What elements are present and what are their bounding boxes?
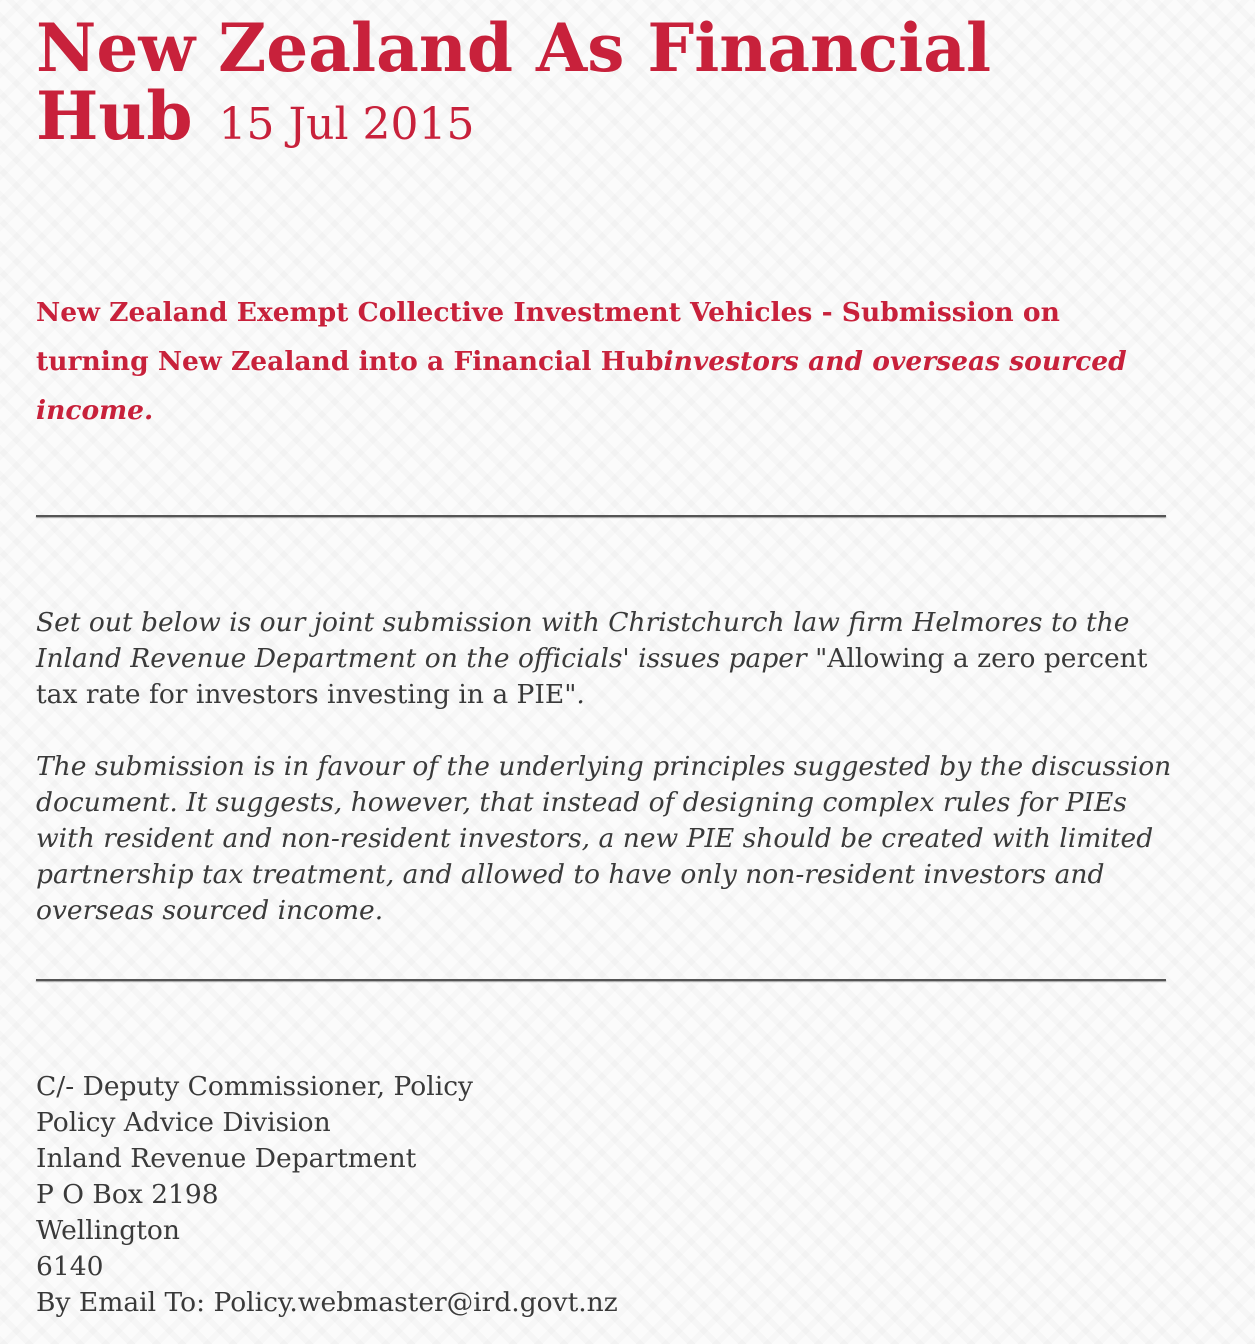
article-subtitle: [36, 288, 1156, 435]
subtitle-bold: New Zealand Exempt Collective Investment Vehicles - Submission on turning New Zealand into a Financial Hub: [36, 297, 1060, 377]
intro-paragraph: [36, 605, 1186, 713]
email-line: [36, 1285, 1186, 1321]
address-line-4: P O Box 2198: [36, 1179, 219, 1210]
intro-end: .: [576, 679, 585, 710]
email-link[interactable]: Policy.webmaster@ird.govt.nz: [213, 1287, 618, 1318]
divider-bottom: [36, 979, 1166, 981]
subtitle-italic: investors and overseas sourced income.: [36, 346, 1127, 426]
intro-italic: Set out below is our joint submission with Christchurch law firm Helmores to the Inland Revenue Department on the officials' issues paper: [36, 607, 1130, 674]
publish-date: 15 Jul 2015: [218, 99, 475, 150]
summary-paragraph: [36, 749, 1186, 929]
address-line-5: Wellington: [36, 1215, 180, 1246]
page-title: [36, 9, 1186, 159]
paper-title-quote: "Allowing a zero percent tax rate for investors investing in a PIE": [36, 643, 1148, 710]
title-text: New Zealand As Financial Hub: [36, 9, 992, 155]
divider-top: [36, 515, 1166, 517]
address-block: [36, 1069, 1186, 1321]
address-line-1: C/- Deputy Commissioner, Policy: [36, 1071, 474, 1102]
address-line-2: Policy Advice Division: [36, 1107, 331, 1138]
email-label: By Email To:: [36, 1287, 214, 1318]
address-line-3: Inland Revenue Department: [36, 1143, 417, 1174]
address-line-6: 6140: [36, 1251, 104, 1282]
summary-text: The submission is in favour of the underlying principles suggested by the discussion document. It suggests, however, that instead of designing complex rules for PIEs with resident and non-resident investors, a new PIE should be created with limited partnership tax treatment, and allowed to have only non-resident investors and overseas sourced income.: [36, 751, 1172, 926]
